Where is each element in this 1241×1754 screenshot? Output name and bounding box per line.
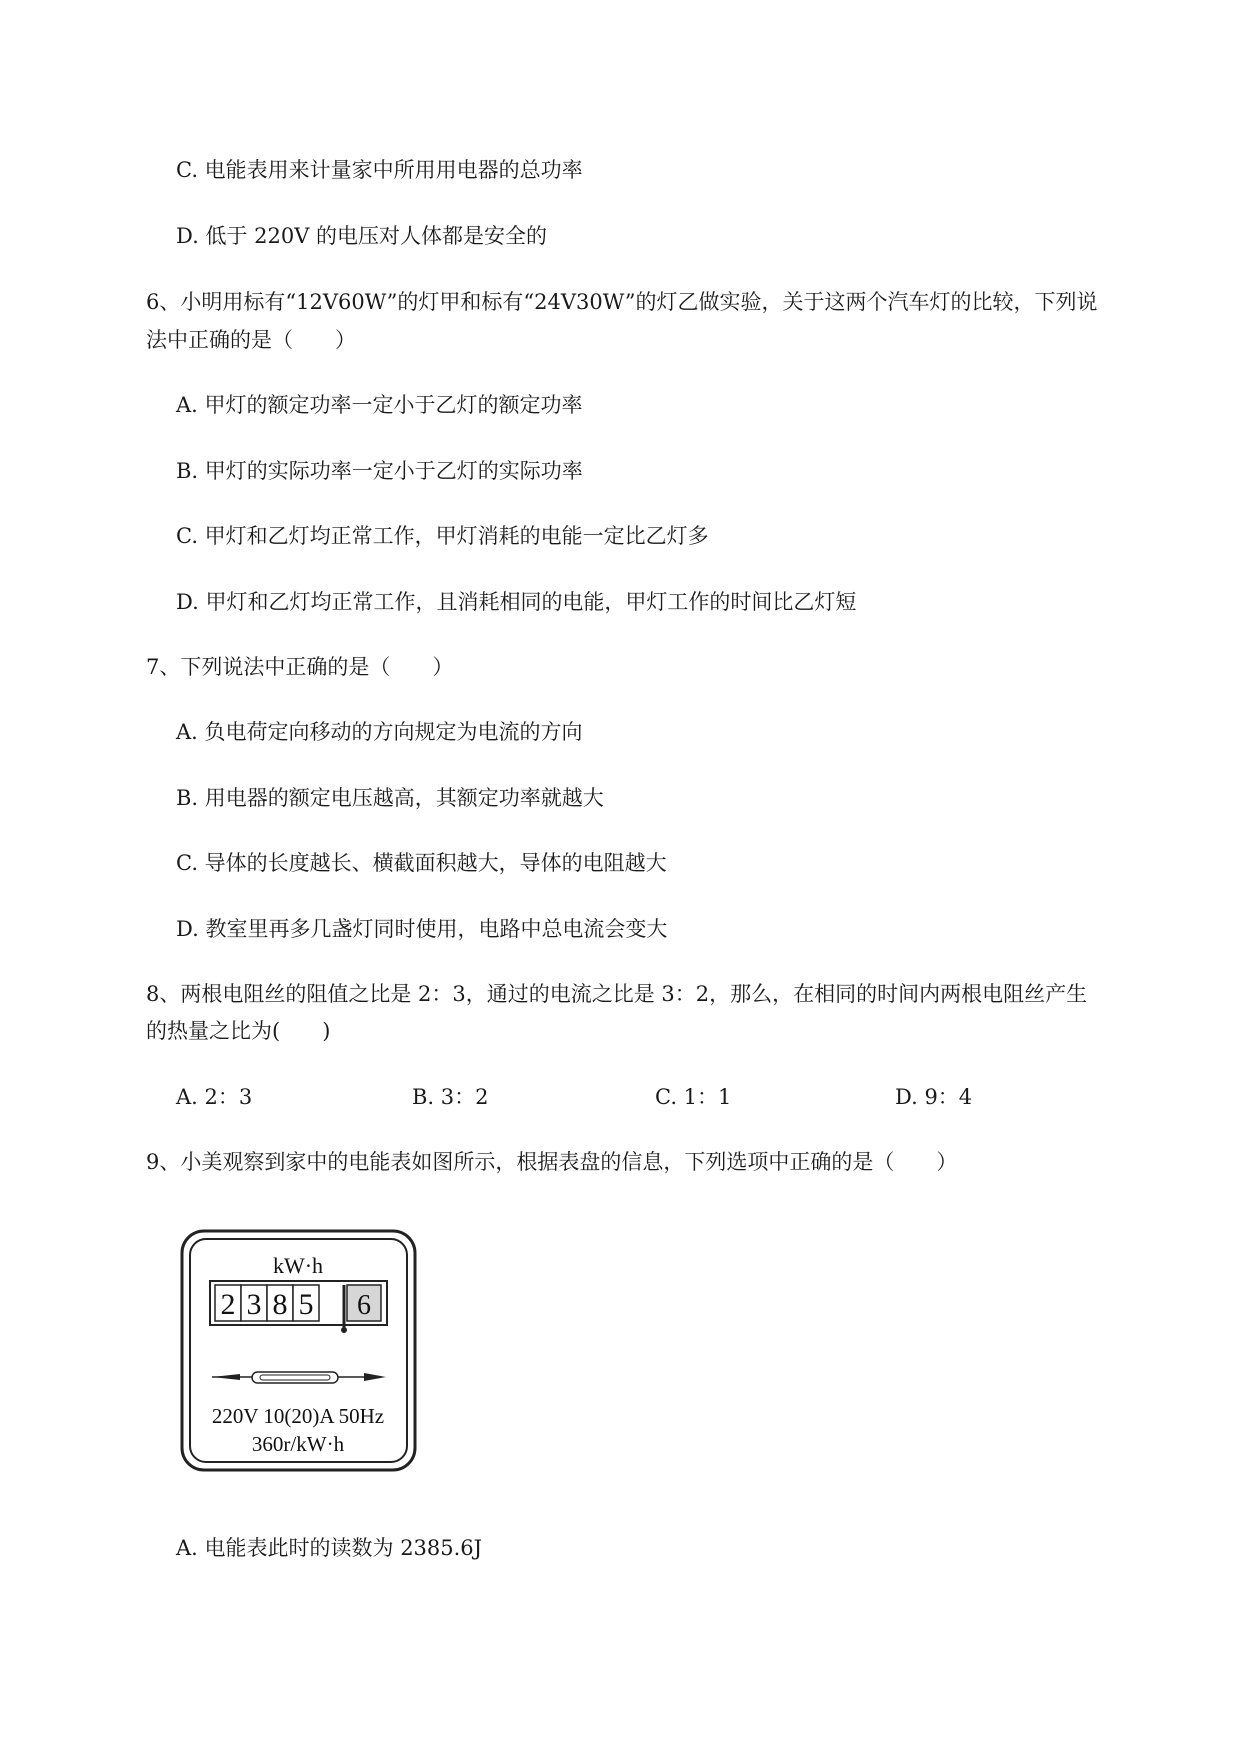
meter-rating-line1: 220V 10(20)A 50Hz: [211, 1404, 385, 1428]
q7-option-c: C. 导体的长度越长、横截面积越大，导体的电阻越大: [176, 851, 667, 875]
q6-option-d: D. 甲灯和乙灯均正常工作，且消耗相同的电能，甲灯工作的时间比乙灯短: [176, 590, 857, 614]
meter-digit-4: 5: [298, 1288, 314, 1321]
q8-stem-line2: 的热量之比为( ): [146, 1019, 331, 1043]
q6-option-b: B. 甲灯的实际功率一定小于乙灯的实际功率: [176, 459, 583, 483]
meter-digit-1: 2: [220, 1288, 236, 1321]
q8-option-d: D. 9：4: [895, 1085, 973, 1109]
meter-digit-3: 8: [272, 1288, 288, 1321]
meter-rating-line2: 360r/kW·h: [251, 1432, 345, 1456]
meter-unit-label: kW·h: [272, 1253, 324, 1278]
meter-arrow-right-icon: [364, 1373, 386, 1381]
meter-digit-2: 3: [246, 1288, 262, 1321]
q7-option-d: D. 教室里再多几盏灯同时使用，电路中总电流会变大: [176, 917, 668, 941]
q6-option-a: A. 甲灯的额定功率一定小于乙灯的额定功率: [176, 393, 583, 417]
q8-option-b: B. 3：2: [412, 1085, 489, 1109]
q8-stem-line1: 8、两根电阻丝的阻值之比是 2：3，通过的电流之比是 3：2，那么，在相同的时间内两根电阻丝产生: [146, 982, 1088, 1006]
meter-disc-window: [252, 1372, 338, 1383]
q7-option-b: B. 用电器的额定电压越高，其额定功率就越大: [176, 786, 604, 810]
q6-stem-line1: 6、小明用标有“12V60W”的灯甲和标有“24V30W”的灯乙做实验，关于这两个汽车灯的比较，下列说: [146, 290, 1098, 314]
meter-decimal-digit: 6: [357, 1290, 371, 1321]
electric-meter-figure: [180, 1229, 417, 1472]
q7-stem: 7、下列说法中正确的是（ ）: [146, 655, 454, 679]
q6-option-c: C. 甲灯和乙灯均正常工作，甲灯消耗的电能一定比乙灯多: [176, 524, 709, 548]
q5-option-d: D. 低于 220V 的电压对人体都是安全的: [176, 224, 548, 248]
q5-option-c: C. 电能表用来计量家中所用用电器的总功率: [176, 158, 583, 182]
meter-decimal-dot: [341, 1327, 347, 1333]
q7-option-a: A. 负电荷定向移动的方向规定为电流的方向: [176, 720, 583, 744]
q8-option-c: C. 1：1: [655, 1085, 732, 1109]
q9-stem: 9、小美观察到家中的电能表如图所示，根据表盘的信息，下列选项中正确的是（ ）: [146, 1150, 958, 1174]
q6-stem-line2: 法中正确的是（ ）: [146, 328, 356, 352]
q8-option-a: A. 2：3: [176, 1085, 253, 1109]
q9-option-a: A. 电能表此时的读数为 2385.6J: [176, 1536, 483, 1560]
